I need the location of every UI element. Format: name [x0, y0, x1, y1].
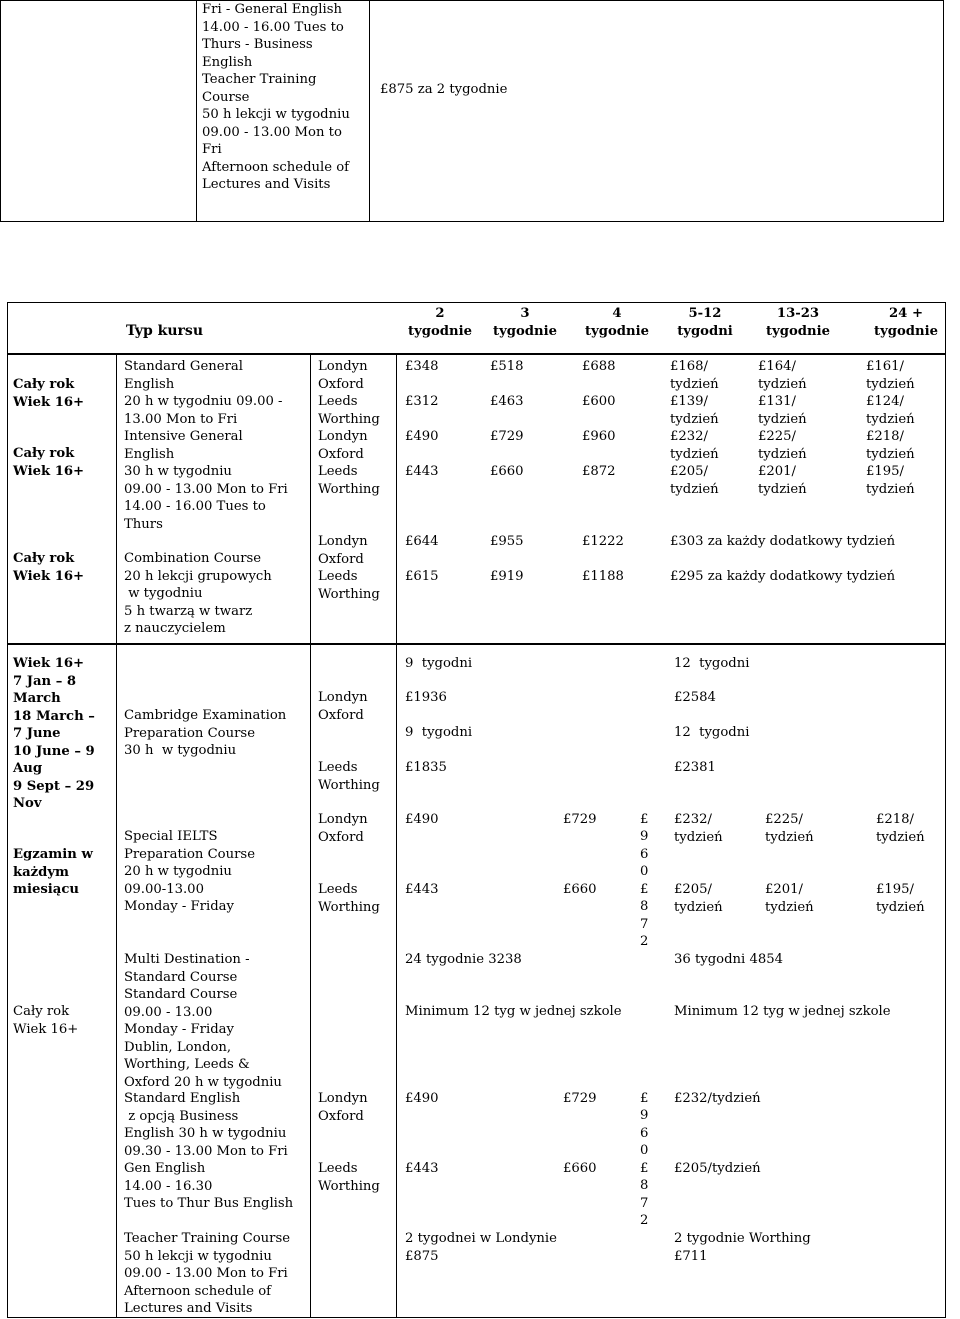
business-price-cell: £232/tydzień — [674, 1091, 761, 1106]
ielts-loc-2: Leeds Worthing — [318, 882, 380, 915]
pound-sign: £ — [640, 1161, 649, 1176]
price-cell: £205/ tydzień — [670, 464, 719, 497]
ielts-price-cell: £205/ tydzień — [674, 882, 723, 915]
header-col-13-23: 13-23 tygodnie — [766, 306, 830, 339]
pound-sign: £ — [640, 1091, 649, 1106]
ielts-price-cell: £195/ tydzień — [876, 882, 925, 915]
exam-monthly: Egzamin w każdym miesiącu — [13, 847, 93, 897]
price-cell: £348 — [405, 359, 439, 374]
price-cell: £131/ tydzień — [758, 394, 807, 427]
price-cell: £225/ tydzień — [758, 429, 807, 462]
pound-sign: £ — [640, 882, 649, 897]
ielts-loc-1: Londyn Oxford — [318, 812, 368, 845]
sec1-locations-2: Londyn Oxford Leeds Worthing — [318, 429, 380, 497]
cambridge-loc-2: Leeds Worthing — [318, 760, 380, 793]
multi-minimum-2: Minimum 12 tyg w jednej szkole — [674, 1004, 891, 1019]
price-cell: £490 — [405, 429, 439, 444]
cambridge-weeks-9b: 9 tygodni — [405, 725, 473, 740]
course-standard-general: Standard General English 20 h w tygodniu 09.00 - 13.00 Mon to Fri — [124, 359, 283, 427]
business-price-cell: £205/tydzień — [674, 1161, 761, 1176]
top-price: £875 za 2 tygodnie — [380, 82, 508, 97]
business-loc-1: Londyn Oxford — [318, 1091, 368, 1124]
price-cell: £124/ tydzień — [866, 394, 915, 427]
sec1-who-1: Cały rok Wiek 16+ — [13, 377, 85, 410]
header-col-3: 3 tygodnie — [493, 306, 557, 339]
price-cell: £443 — [405, 464, 439, 479]
price-cell: £164/ tydzień — [758, 359, 807, 392]
header-col-4: 4 tygodnie — [585, 306, 649, 339]
cambridge-loc-1: Londyn Oxford — [318, 690, 368, 723]
multi-minimum-1: Minimum 12 tyg w jednej szkole — [405, 1004, 622, 1019]
exam-dates: Wiek 16+ 7 Jan – 8 March 18 March – 7 June 10 June – 9 Aug 9 Sept – 29 Nov — [13, 656, 95, 811]
ielts-price-vertical: 8 7 2 — [640, 899, 649, 949]
cambridge-price-1835: £1835 — [405, 760, 447, 775]
price-cell: £872 — [582, 464, 616, 479]
business-loc-2: Leeds Worthing — [318, 1161, 380, 1194]
price-cell: £195/ tydzień — [866, 464, 915, 497]
price-cell: £660 — [490, 464, 524, 479]
cambridge-price-2381: £2381 — [674, 760, 716, 775]
price-cell: £729 — [490, 429, 524, 444]
price-cell: £161/ tydzień — [866, 359, 915, 392]
price-cell: £518 — [490, 359, 524, 374]
price-cell: £139/ tydzień — [670, 394, 719, 427]
course-ielts: Special IELTS Preparation Course 20 h w tygodniu 09.00-13.00 Monday - Friday — [124, 829, 255, 914]
price-cell: £232/ tydzień — [670, 429, 719, 462]
ielts-price-cell: £660 — [563, 882, 597, 897]
sec1-who-2: Cały rok Wiek 16+ — [13, 446, 85, 479]
teacher-london-price: 2 tygodnei w Londynie £875 — [405, 1231, 557, 1264]
multi-36-weeks: 36 tygodni 4854 — [674, 952, 784, 967]
combo-price-cell: £295 za każdy dodatkowy tydzień — [670, 569, 896, 584]
cambridge-price-2584: £2584 — [674, 690, 716, 705]
cambridge-weeks-12a: 12 tygodni — [674, 656, 750, 671]
business-price-vertical: 9 6 0 — [640, 1108, 649, 1158]
top-block — [0, 0, 944, 222]
ielts-price-cell: £443 — [405, 882, 439, 897]
ielts-price-cell: £729 — [563, 812, 597, 827]
ielts-price-vertical: 9 6 0 — [640, 829, 649, 879]
business-price-cell: £443 — [405, 1161, 439, 1176]
course-combination: Combination Course 20 h lekcji grupowych w tygodniu 5 h twarzą w twarz z nauczycielem — [124, 551, 272, 636]
header-col-24: 24 + tygodnie — [874, 306, 938, 339]
sec1-locations-3: Londyn Oxford Leeds Worthing — [318, 534, 380, 602]
course-teacher-training: Teacher Training Course 50 h lekcji w tygodniu 09.00 - 13.00 Mon to Fri Afternoon schedule of Lectures and Visits — [124, 1231, 291, 1316]
business-price-vertical: 8 7 2 — [640, 1178, 649, 1228]
price-cell: £201/ tydzień — [758, 464, 807, 497]
teacher-worthing-price: 2 tygodnie Worthing £711 — [674, 1231, 811, 1264]
course-multi-destination: Multi Destination - Standard Course Standard Course 09.00 - 13.00 Monday - Friday Dublin, London, Worthing, Leeds & Oxford 20 h w tygodniu — [124, 952, 282, 1090]
course-cambridge: Cambridge Examination Preparation Course 30 h w tygodniu — [124, 708, 287, 758]
business-price-cell: £729 — [563, 1091, 597, 1106]
ielts-price-cell: £225/ tydzień — [765, 812, 814, 845]
header-type: Typ kursu — [126, 323, 203, 339]
multi-24-weeks: 24 tygodnie 3238 — [405, 952, 522, 967]
cambridge-price-1936: £1936 — [405, 690, 447, 705]
combo-price-cell: £615 — [405, 569, 439, 584]
cambridge-weeks-9a: 9 tygodni — [405, 656, 473, 671]
business-price-cell: £660 — [563, 1161, 597, 1176]
course-intensive-general: Intensive General English 30 h w tygodniu 09.00 - 13.00 Mon to Fri 14.00 - 16.00 Tues to Thurs — [124, 429, 288, 532]
price-cell: £960 — [582, 429, 616, 444]
header-col-5-12: 5-12 tygodni — [677, 306, 733, 339]
combo-price-cell: £919 — [490, 569, 524, 584]
header-col-2: 2 tygodnie — [408, 306, 472, 339]
combo-price-cell: £1222 — [582, 534, 624, 549]
course-business-english: Standard English z opcją Business English 30 h w tygodniu 09.30 - 13.00 Mon to Fri Gen English 14.00 - 16.30 Tues to Thur Bus English — [124, 1091, 294, 1211]
sec1-who-3: Cały rok Wiek 16+ — [13, 551, 85, 584]
price-cell: £312 — [405, 394, 439, 409]
business-price-cell: £490 — [405, 1091, 439, 1106]
ielts-price-cell: £232/ tydzień — [674, 812, 723, 845]
top-course-lines: Fri - General English 14.00 - 16.00 Tues to Thurs - Business English Teacher Training Course 50 h lekcji w tygodniu 09.00 - 13.00 Mon to Fri Afternoon schedule of Lectures and Visits — [202, 2, 350, 192]
sec1-locations-1: Londyn Oxford Leeds Worthing — [318, 359, 380, 427]
ielts-price-cell: £218/ tydzień — [876, 812, 925, 845]
price-cell: £688 — [582, 359, 616, 374]
cambridge-weeks-12b: 12 tygodni — [674, 725, 750, 740]
price-cell: £463 — [490, 394, 524, 409]
combo-price-cell: £955 — [490, 534, 524, 549]
ielts-price-cell: £201/ tydzień — [765, 882, 814, 915]
price-cell: £600 — [582, 394, 616, 409]
pound-sign: £ — [640, 812, 649, 827]
combo-price-cell: £1188 — [582, 569, 624, 584]
ielts-price-cell: £490 — [405, 812, 439, 827]
combo-price-cell: £644 — [405, 534, 439, 549]
price-cell: £218/ tydzień — [866, 429, 915, 462]
price-cell: £168/ tydzień — [670, 359, 719, 392]
sec2-who: Cały rok Wiek 16+ — [13, 1004, 79, 1037]
combo-price-cell: £303 za każdy dodatkowy tydzień — [670, 534, 896, 549]
